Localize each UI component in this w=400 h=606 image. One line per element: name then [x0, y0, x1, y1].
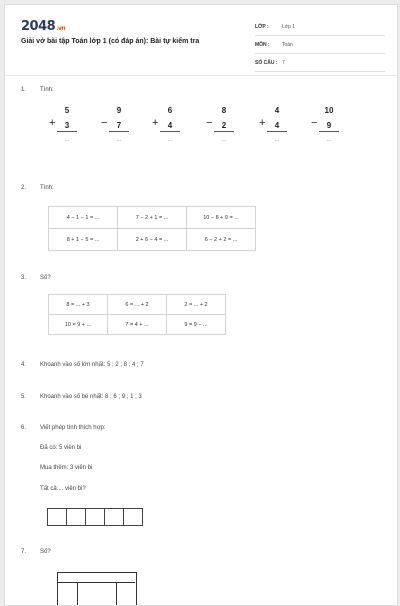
answer-blank[interactable]: ...	[221, 137, 227, 143]
operand-bottom: 9	[326, 121, 332, 130]
operand-bottom: 3	[64, 121, 70, 130]
vertical-calc	[259, 106, 289, 150]
table-cell[interactable]: 9 = 9 − ...	[167, 315, 226, 335]
problem-line-have: Đã có: 5 viên bi	[40, 445, 82, 451]
operand-top: 10	[324, 106, 334, 115]
question-text: Số?	[40, 549, 51, 555]
meta-label: SỐ CÂU :	[255, 60, 278, 66]
table-cell[interactable]: 6 − 2 + 2 = ...	[187, 229, 256, 251]
vertical-calc	[311, 106, 341, 150]
question-number: 3.	[21, 275, 27, 281]
operand-top: 4	[274, 106, 280, 115]
meta-value: Lớp 1	[282, 24, 296, 30]
table-cell[interactable]: 8 = ... + 3	[49, 295, 108, 315]
operand-bottom: 7	[116, 121, 122, 130]
meta-value: Toán	[282, 42, 293, 48]
table-cell[interactable]: 6 = ... + 2	[108, 295, 167, 315]
inner-square	[77, 582, 117, 606]
table-cell[interactable]: 2 + 6 − 4 = ...	[118, 229, 187, 251]
table-cell[interactable]: 8 + 1 − 5 = ...	[49, 229, 118, 251]
result-line	[57, 131, 77, 132]
question-number: 1.	[21, 87, 27, 93]
answer-boxes	[47, 508, 142, 526]
meta-row-question-count	[255, 55, 385, 72]
table-cell[interactable]: 10 − 8 + 0 = ...	[187, 207, 256, 229]
question-number: 2.	[21, 185, 27, 191]
table-row	[49, 295, 226, 315]
answer-blank[interactable]: ...	[167, 137, 173, 143]
table-row	[49, 229, 256, 251]
fill-number-table	[48, 294, 226, 335]
question-text: Tính:	[40, 185, 54, 191]
answer-box[interactable]	[123, 508, 143, 526]
question-text: Khoanh vào số lớn nhất: 5 ; 2 ; 8 ; 4 ; 7	[40, 362, 144, 368]
meta-row-subject	[255, 37, 385, 54]
operand-top: 6	[167, 106, 173, 115]
header-divider	[5, 75, 397, 76]
logo-text: 2048	[21, 19, 56, 34]
question-text: Viết phép tính thích hợp:	[40, 425, 106, 431]
squares-figure	[57, 572, 137, 606]
result-line	[267, 131, 287, 132]
answer-blank[interactable]: ...	[274, 137, 280, 143]
meta-label: MÔN :	[255, 42, 270, 48]
answer-blank[interactable]: ...	[116, 137, 122, 143]
question-text: Tính:	[40, 87, 54, 93]
vertical-calc	[49, 106, 79, 150]
table-cell[interactable]: 7 − 2 + 1 = ...	[118, 207, 187, 229]
result-line	[109, 131, 129, 132]
question-number: 5.	[21, 394, 27, 400]
operator: +	[259, 117, 266, 129]
operand-bottom: 4	[167, 121, 173, 130]
calc-table	[48, 206, 256, 251]
result-line	[319, 131, 339, 132]
table-cell[interactable]: 7 = 4 + ...	[108, 315, 167, 335]
question-text: Số?	[40, 275, 51, 281]
operator: −	[101, 117, 108, 129]
operator: +	[152, 117, 159, 129]
worksheet-page	[4, 4, 398, 606]
result-line	[160, 131, 180, 132]
operator: −	[311, 117, 318, 129]
answer-blank[interactable]: ...	[64, 137, 70, 143]
question-number: 7.	[21, 549, 27, 555]
operand-top: 5	[64, 106, 70, 115]
vertical-calc	[101, 106, 131, 150]
answer-blank[interactable]: ...	[326, 137, 332, 143]
problem-line-total: Tất cả:... viên bi?	[40, 486, 86, 492]
operand-top: 8	[221, 106, 227, 115]
page-title: Giải vở bài tập Toán lớp 1 (có đáp án): Bài tự kiểm tra	[21, 38, 200, 45]
operator: −	[206, 117, 213, 129]
result-line	[214, 131, 234, 132]
answer-box[interactable]	[66, 508, 86, 526]
operand-bottom: 4	[274, 121, 280, 130]
table-cell[interactable]: 2 = ... + 2	[167, 295, 226, 315]
table-cell[interactable]: 4 − 1 − 1 = ...	[49, 207, 118, 229]
answer-box[interactable]	[104, 508, 124, 526]
operand-top: 9	[116, 106, 122, 115]
site-logo[interactable]	[21, 19, 65, 34]
vertical-calc	[152, 106, 182, 150]
figure-line	[57, 582, 135, 583]
meta-row-class	[255, 19, 385, 36]
question-number: 6.	[21, 425, 27, 431]
question-text: Khoanh vào số bé nhất: 8 ; 6 ; 9 ; 1 ; 3	[40, 394, 142, 400]
answer-box[interactable]	[47, 508, 67, 526]
page-header	[5, 5, 397, 73]
meta-value: 7	[282, 60, 285, 66]
table-row	[49, 315, 226, 335]
question-number: 4.	[21, 362, 27, 368]
meta-info	[255, 19, 385, 73]
answer-box[interactable]	[85, 508, 105, 526]
table-row	[49, 207, 256, 229]
vertical-calc	[206, 106, 236, 150]
table-cell[interactable]: 10 = 9 + ...	[49, 315, 108, 335]
logo-suffix: .vn	[56, 25, 66, 32]
operand-bottom: 2	[221, 121, 227, 130]
problem-line-buy: Mua thêm: 3 viên bi	[40, 465, 93, 471]
meta-label: LỚP :	[255, 24, 269, 30]
operator: +	[49, 117, 56, 129]
